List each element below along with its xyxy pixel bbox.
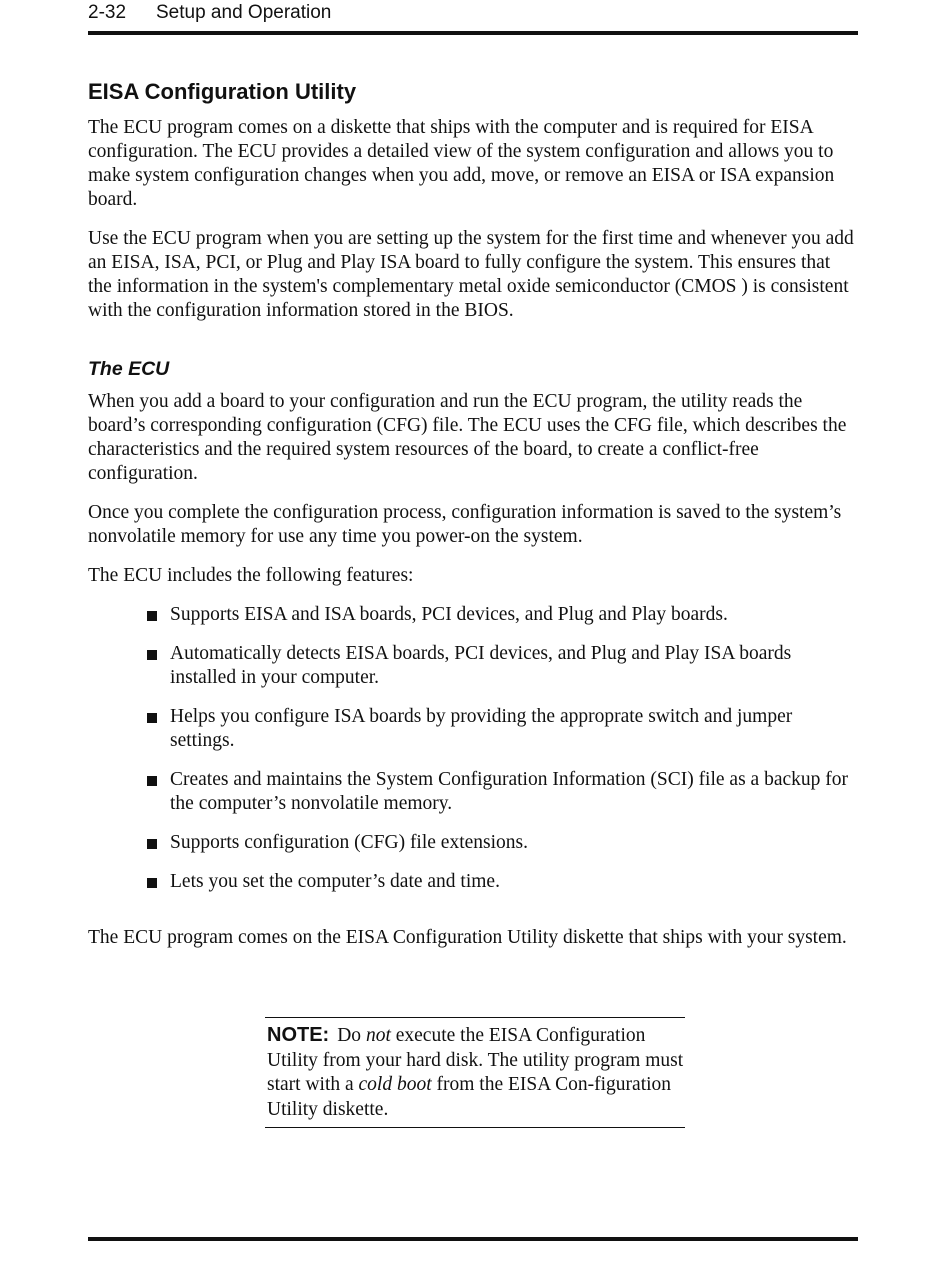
note-box — [265, 1017, 685, 1128]
square-bullet-icon — [147, 650, 157, 660]
header-rule — [88, 31, 858, 35]
subsection-paragraph: Once you complete the configuration process, configuration information is saved to the system’s nonvolatile memory for use any time you power-on the system. — [88, 502, 842, 547]
page-number: 2-32 — [88, 2, 127, 23]
features-intro: The ECU includes the following features: — [88, 565, 414, 586]
note-label: NOTE: — [267, 1024, 330, 1046]
feature-item — [170, 831, 858, 855]
note-text-part: from the EISA Con-figuration Utility diskette. — [267, 1074, 672, 1120]
note-text — [267, 1023, 685, 1122]
feature-item — [170, 705, 858, 753]
square-bullet-icon — [147, 713, 157, 723]
note-emphasis: cold boot — [358, 1074, 432, 1095]
note-text-part: execute the EISA Configuration Utility from your hard disk. The utility program must start with a — [267, 1025, 684, 1095]
feature-item — [170, 870, 858, 894]
subsection-paragraph: When you add a board to your configuration and run the ECU program, the utility reads the board’s corresponding configuration (CFG) file. The ECU uses the CFG file, which describes the characteristics and the required system resources of the board, to create a conflict-free configuration. — [88, 391, 847, 484]
note-emphasis: not — [365, 1025, 391, 1046]
feature-list — [88, 603, 858, 894]
feature-text: Supports configuration (CFG) file extensions. — [170, 832, 528, 853]
feature-item — [170, 642, 858, 690]
subsection-title: The ECU — [88, 358, 170, 380]
feature-item — [170, 603, 858, 627]
chapter-title: Setup and Operation — [156, 2, 332, 23]
feature-text: Supports EISA and ISA boards, PCI devices, and Plug and Play boards. — [170, 604, 728, 625]
feature-item — [170, 768, 858, 816]
square-bullet-icon — [147, 611, 157, 621]
section-paragraph: Use the ECU program when you are setting up the system for the first time and whenever you add an EISA, ISA, PCI, or Plug and Play ISA board to fully configure the system. This ensures that the information in the system's complementary metal oxide semiconductor (CMOS ) is consistent with the configuration information stored in the BIOS. — [88, 228, 854, 321]
square-bullet-icon — [147, 878, 157, 888]
note-text-part: Do — [337, 1025, 366, 1046]
page-content — [88, 78, 858, 965]
feature-text: Creates and maintains the System Configuration Information (SCI) file as a backup for the computer’s nonvolatile memory. — [170, 769, 848, 814]
feature-text: Helps you configure ISA boards by providing the approprate switch and jumper settings. — [170, 706, 793, 751]
section-paragraph: The ECU program comes on a diskette that ships with the computer and is required for EISA configuration. The ECU provides a detailed view of the system configuration and allows you to make system configuration changes when you add, move, or remove an EISA or ISA expansion board. — [88, 117, 835, 210]
footer-rule — [88, 1237, 858, 1241]
square-bullet-icon — [147, 776, 157, 786]
feature-text: Lets you set the computer’s date and time. — [170, 871, 500, 892]
feature-text: Automatically detects EISA boards, PCI devices, and Plug and Play ISA boards installed in your computer. — [170, 643, 792, 688]
page-header — [88, 2, 858, 32]
square-bullet-icon — [147, 839, 157, 849]
closing-paragraph: The ECU program comes on the EISA Configuration Utility diskette that ships with your system. — [88, 927, 847, 948]
section-title: EISA Configuration Utility — [88, 79, 357, 104]
